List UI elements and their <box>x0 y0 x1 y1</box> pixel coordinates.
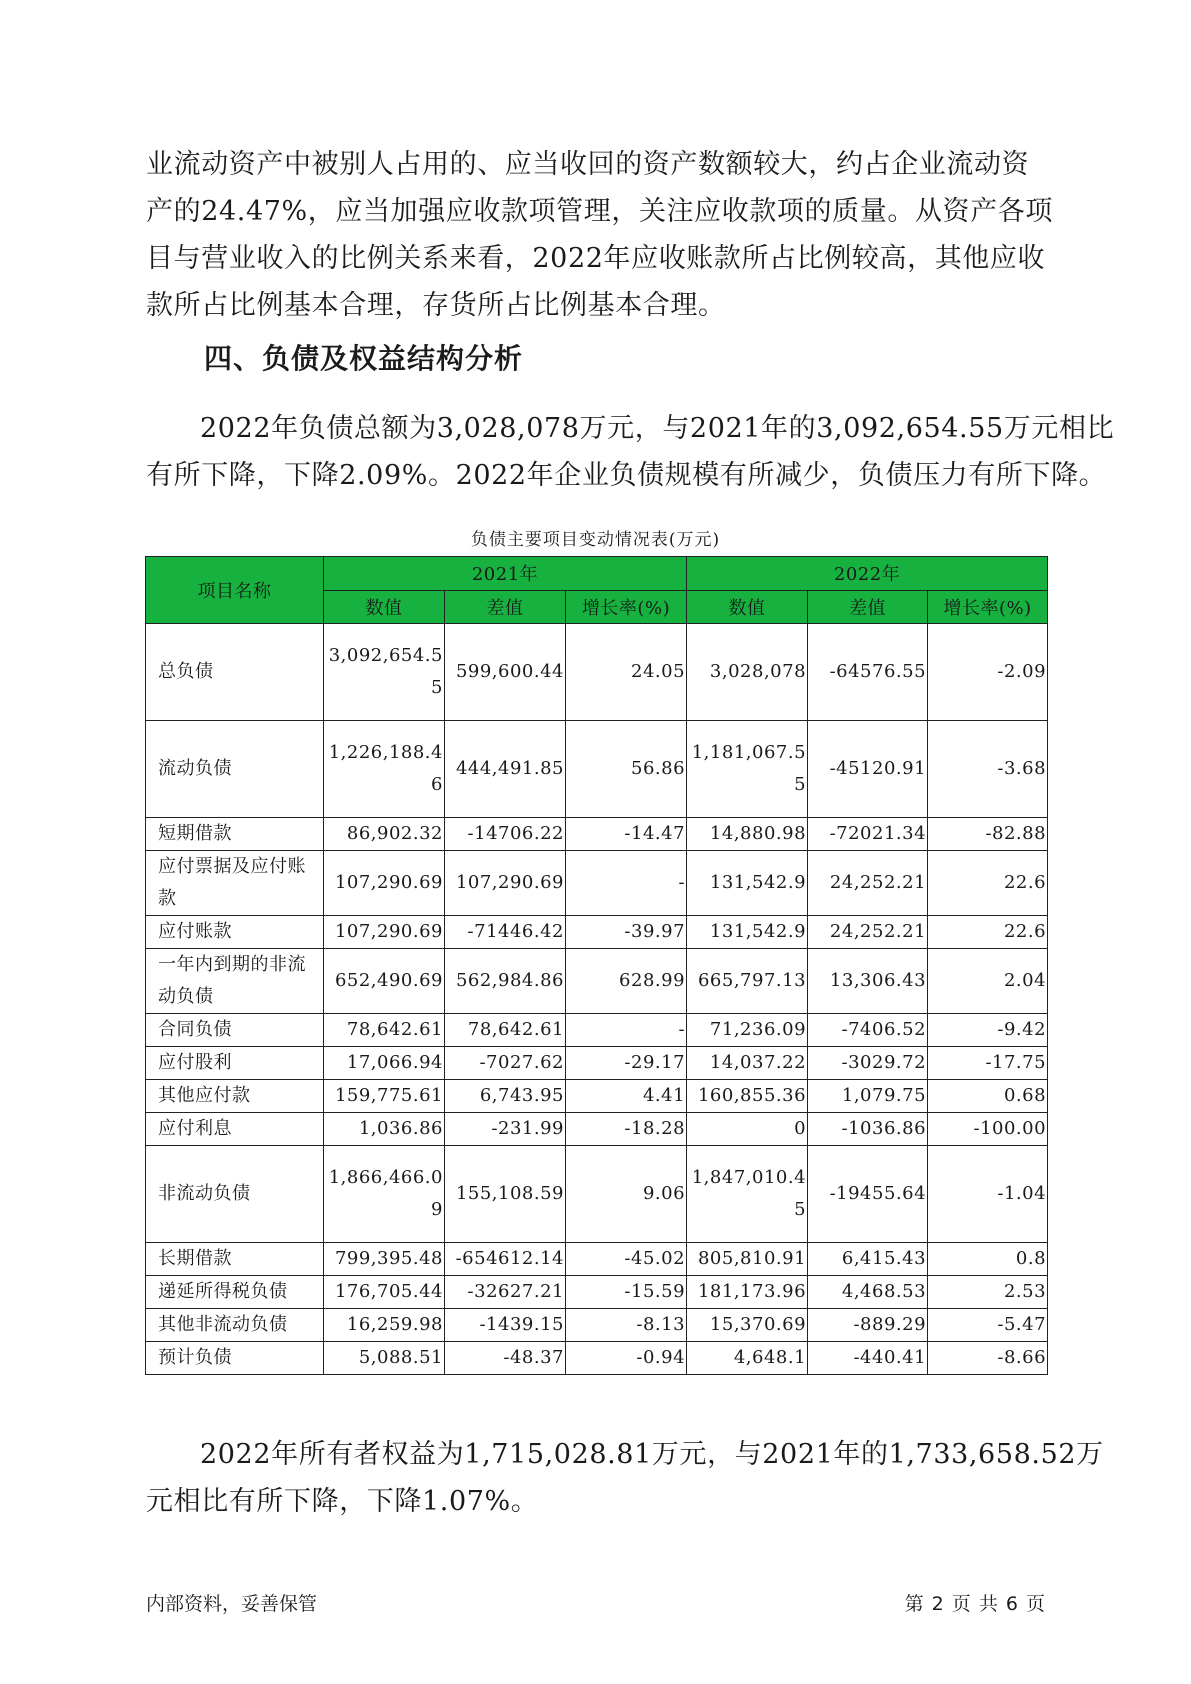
liability-line: 有所下降，下降2.09%。2022年企业负债规模有所减少，负债压力有所下降。 <box>146 460 1107 491</box>
value-cell: 131,542.9 <box>687 916 808 949</box>
value-cell: 2.04 <box>928 949 1048 1014</box>
value-cell: - <box>566 851 687 916</box>
value-cell: 4,648.1 <box>687 1342 808 1375</box>
value-cell: 107,290.69 <box>324 851 445 916</box>
table-row <box>146 851 1048 916</box>
value-cell: 160,855.36 <box>687 1080 808 1113</box>
value-cell: -1036.86 <box>808 1113 928 1146</box>
value-cell: 14,037.22 <box>687 1047 808 1080</box>
value-cell: -8.13 <box>566 1309 687 1342</box>
value-cell: -64576.55 <box>808 624 928 721</box>
table-row <box>146 1243 1048 1276</box>
value-cell: 0 <box>687 1113 808 1146</box>
table-row <box>146 1276 1048 1309</box>
intro-line: 目与营业收入的比例关系来看，2022年应收账款所占比例较高，其他应收 <box>146 243 1046 274</box>
intro-line: 业流动资产中被别人占用的、应当收回的资产数额较大，约占企业流动资 <box>146 149 1030 180</box>
value-cell: 1,847,010.45 <box>687 1146 808 1243</box>
equity-line: 2022年所有者权益为1,715,028.81万元，与2021年的1,733,658.52万 <box>200 1439 1104 1470</box>
value-cell: 107,290.69 <box>445 851 566 916</box>
row-label: 流动负债 <box>146 721 324 818</box>
table-caption: 负债主要项目变动情况表(万元) <box>470 530 721 550</box>
row-label: 应付票据及应付账款 <box>146 851 324 916</box>
value-cell: 3,028,078 <box>687 624 808 721</box>
liability-table <box>145 556 1048 1375</box>
value-cell: 16,259.98 <box>324 1309 445 1342</box>
equity-line: 元相比有所下降，下降1.07%。 <box>146 1486 539 1517</box>
table-row <box>146 1146 1048 1243</box>
value-cell: 17,066.94 <box>324 1047 445 1080</box>
value-cell: 799,395.48 <box>324 1243 445 1276</box>
value-cell: -19455.64 <box>808 1146 928 1243</box>
table-row <box>146 721 1048 818</box>
value-cell: -100.00 <box>928 1113 1048 1146</box>
value-cell: 24,252.21 <box>808 851 928 916</box>
value-cell: 665,797.13 <box>687 949 808 1014</box>
value-cell: 131,542.9 <box>687 851 808 916</box>
value-cell: 181,173.96 <box>687 1276 808 1309</box>
table-row <box>146 1342 1048 1375</box>
value-cell: 1,866,466.09 <box>324 1146 445 1243</box>
value-cell: 6,743.95 <box>445 1080 566 1113</box>
value-cell: -17.75 <box>928 1047 1048 1080</box>
value-cell: 155,108.59 <box>445 1146 566 1243</box>
value-cell: 2.53 <box>928 1276 1048 1309</box>
footer-confidential-note: 内部资料，妥善保管 <box>146 1593 318 1615</box>
value-cell: -440.41 <box>808 1342 928 1375</box>
value-cell: -71446.42 <box>445 916 566 949</box>
value-cell: -1.04 <box>928 1146 1048 1243</box>
value-cell: -15.59 <box>566 1276 687 1309</box>
table-row <box>146 818 1048 851</box>
value-cell: 444,491.85 <box>445 721 566 818</box>
value-cell: -9.42 <box>928 1014 1048 1047</box>
intro-line: 产的24.47%，应当加强应收款项管理，关注应收款项的质量。从资产各项 <box>146 196 1053 227</box>
intro-paragraph <box>146 141 1053 329</box>
value-cell: 4,468.53 <box>808 1276 928 1309</box>
value-cell: -654612.14 <box>445 1243 566 1276</box>
value-cell: -1439.15 <box>445 1309 566 1342</box>
value-cell: 599,600.44 <box>445 624 566 721</box>
section-heading: 四、负债及权益结构分析 <box>204 342 524 375</box>
row-label: 应付账款 <box>146 916 324 949</box>
table-row <box>146 1047 1048 1080</box>
footer-page-number: 第 2 页 共 6 页 <box>904 1593 1046 1615</box>
value-cell: 78,642.61 <box>324 1014 445 1047</box>
value-cell: 0.68 <box>928 1080 1048 1113</box>
value-cell: 1,226,188.46 <box>324 721 445 818</box>
equity-paragraph <box>146 1431 1104 1525</box>
value-cell: 24.05 <box>566 624 687 721</box>
value-cell: 9.06 <box>566 1146 687 1243</box>
value-cell: -48.37 <box>445 1342 566 1375</box>
value-cell: -7406.52 <box>808 1014 928 1047</box>
table-row <box>146 1309 1048 1342</box>
row-label: 短期借款 <box>146 818 324 851</box>
value-cell: 3,092,654.55 <box>324 624 445 721</box>
value-cell: 71,236.09 <box>687 1014 808 1047</box>
row-label: 总负债 <box>146 624 324 721</box>
intro-line: 款所占比例基本合理，存货所占比例基本合理。 <box>146 290 726 321</box>
sub-header: 差值 <box>445 590 566 624</box>
value-cell: -2.09 <box>928 624 1048 721</box>
year-header-2022: 2022年 <box>687 557 1048 591</box>
row-label: 应付利息 <box>146 1113 324 1146</box>
value-cell: -32627.21 <box>445 1276 566 1309</box>
value-cell: -7027.62 <box>445 1047 566 1080</box>
value-cell: 5,088.51 <box>324 1342 445 1375</box>
value-cell: -14706.22 <box>445 818 566 851</box>
sub-header: 数值 <box>687 590 808 624</box>
value-cell: 652,490.69 <box>324 949 445 1014</box>
value-cell: -231.99 <box>445 1113 566 1146</box>
row-label: 其他应付款 <box>146 1080 324 1113</box>
table-row <box>146 1014 1048 1047</box>
table-row <box>146 624 1048 721</box>
value-cell: 0.8 <box>928 1243 1048 1276</box>
liability-line: 2022年负债总额为3,028,078万元，与2021年的3,092,654.55万元相比 <box>200 413 1115 444</box>
value-cell: -3029.72 <box>808 1047 928 1080</box>
value-cell: 56.86 <box>566 721 687 818</box>
value-cell: -45.02 <box>566 1243 687 1276</box>
value-cell: -3.68 <box>928 721 1048 818</box>
sub-header: 差值 <box>808 590 928 624</box>
row-label: 非流动负债 <box>146 1146 324 1243</box>
value-cell: 13,306.43 <box>808 949 928 1014</box>
value-cell: -72021.34 <box>808 818 928 851</box>
sub-header: 数值 <box>324 590 445 624</box>
value-cell: -8.66 <box>928 1342 1048 1375</box>
table-body <box>146 624 1048 1375</box>
value-cell: 24,252.21 <box>808 916 928 949</box>
value-cell: -14.47 <box>566 818 687 851</box>
value-cell: -889.29 <box>808 1309 928 1342</box>
value-cell: 14,880.98 <box>687 818 808 851</box>
liability-paragraph <box>146 405 1115 499</box>
value-cell: 562,984.86 <box>445 949 566 1014</box>
value-cell: - <box>566 1014 687 1047</box>
row-label: 应付股利 <box>146 1047 324 1080</box>
table-row <box>146 916 1048 949</box>
sub-header: 增长率(%) <box>928 590 1048 624</box>
value-cell: 1,036.86 <box>324 1113 445 1146</box>
value-cell: 159,775.61 <box>324 1080 445 1113</box>
table-row <box>146 1080 1048 1113</box>
sub-header: 增长率(%) <box>566 590 687 624</box>
row-label: 其他非流动负债 <box>146 1309 324 1342</box>
value-cell: 6,415.43 <box>808 1243 928 1276</box>
value-cell: -45120.91 <box>808 721 928 818</box>
value-cell: -0.94 <box>566 1342 687 1375</box>
name-column-header: 项目名称 <box>146 557 324 624</box>
row-label: 合同负债 <box>146 1014 324 1047</box>
row-label: 长期借款 <box>146 1243 324 1276</box>
row-label: 递延所得税负债 <box>146 1276 324 1309</box>
table-row <box>146 949 1048 1014</box>
value-cell: -5.47 <box>928 1309 1048 1342</box>
value-cell: -29.17 <box>566 1047 687 1080</box>
value-cell: -18.28 <box>566 1113 687 1146</box>
value-cell: 1,079.75 <box>808 1080 928 1113</box>
value-cell: 107,290.69 <box>324 916 445 949</box>
row-label: 预计负债 <box>146 1342 324 1375</box>
row-label: 一年内到期的非流动负债 <box>146 949 324 1014</box>
value-cell: 4.41 <box>566 1080 687 1113</box>
value-cell: 176,705.44 <box>324 1276 445 1309</box>
value-cell: 22.6 <box>928 916 1048 949</box>
value-cell: -39.97 <box>566 916 687 949</box>
value-cell: 805,810.91 <box>687 1243 808 1276</box>
value-cell: -82.88 <box>928 818 1048 851</box>
table-row <box>146 1113 1048 1146</box>
value-cell: 86,902.32 <box>324 818 445 851</box>
value-cell: 78,642.61 <box>445 1014 566 1047</box>
value-cell: 22.6 <box>928 851 1048 916</box>
value-cell: 628.99 <box>566 949 687 1014</box>
value-cell: 1,181,067.55 <box>687 721 808 818</box>
value-cell: 15,370.69 <box>687 1309 808 1342</box>
year-header-2021: 2021年 <box>324 557 687 591</box>
